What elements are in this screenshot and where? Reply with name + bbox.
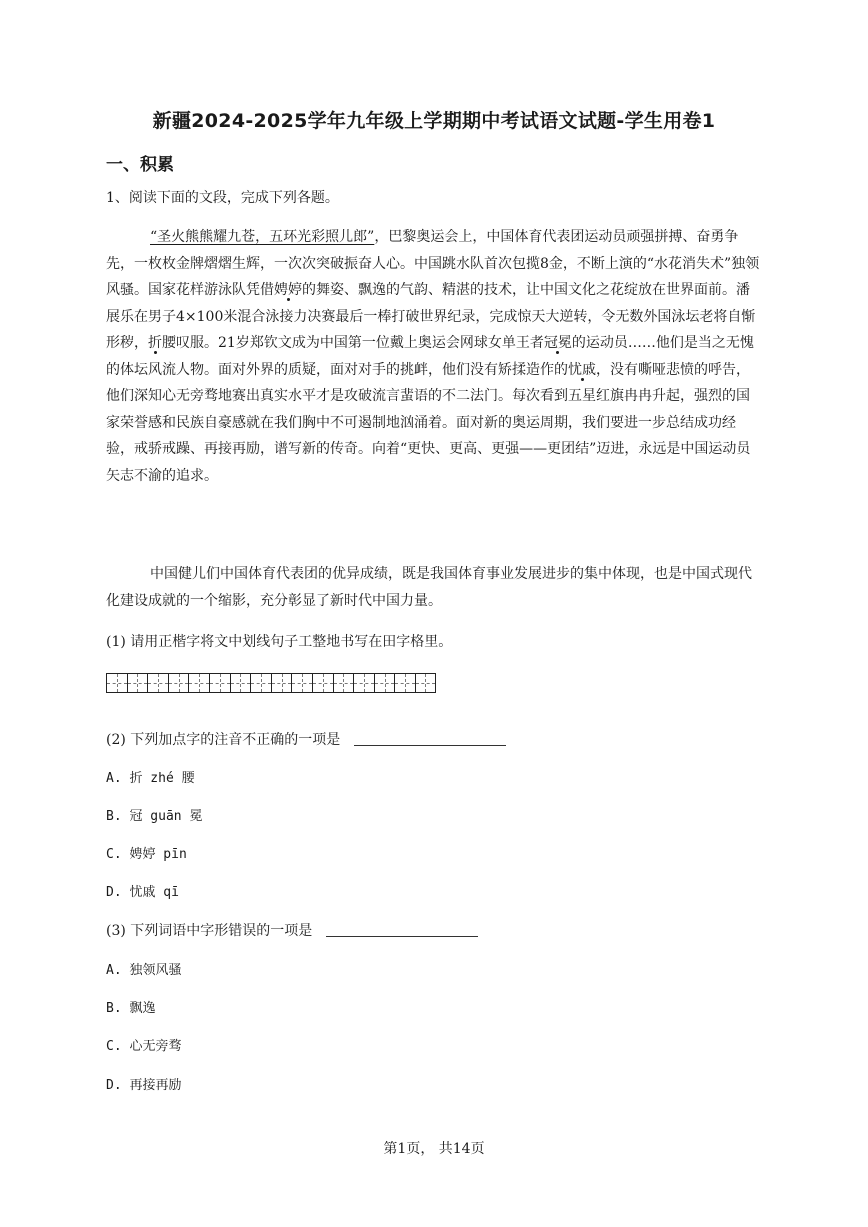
grid-cell[interactable] (271, 673, 292, 693)
passage-paragraph-1 (106, 224, 762, 489)
passage-paragraph-2 (106, 561, 762, 614)
grid-cell[interactable] (127, 673, 148, 693)
answer-blank[interactable] (326, 922, 478, 937)
page-number-footer: 第1页， 共14页 (383, 1141, 485, 1157)
grid-cell[interactable] (394, 673, 415, 693)
option-d[interactable]: D. 再接再励 (106, 1078, 182, 1093)
option-c[interactable]: C. 心无旁骛 (106, 1039, 182, 1054)
option-a[interactable]: A. 折 zhé 腰 (106, 771, 195, 786)
passage-text: ，巴黎奥运会上，中国体育代表团运动员顽强拼搏、奋勇争先，一枚枚金牌熠熠生辉，一次次突破振奋人心。中国跳水队首次包揽8金，不断上演的“水花消失术” (106, 229, 739, 272)
sub-question-1: (1) 请用正楷字将文中划线句子工整地书写在田字格里。 (106, 634, 453, 650)
option-a[interactable]: A. 独领风骚 (106, 963, 182, 978)
dotted-word: 飘逸 (358, 282, 386, 298)
grid-cell[interactable] (415, 673, 436, 693)
answer-blank[interactable] (354, 731, 506, 746)
grid-cell[interactable] (353, 673, 374, 693)
dotted-word: 独领风骚 (106, 255, 760, 298)
passage-text: ，没有嘶哑悲愤的呼告，他们深知 (106, 361, 750, 404)
option-b[interactable]: B. 冠 guān 冕 (106, 809, 203, 824)
underlined-sentence: “圣火熊熊耀九苍，五环光彩照儿郎” (150, 229, 375, 245)
dotted-word: 娉婷 (274, 282, 302, 298)
dotted-word: 心无旁骛 (162, 388, 218, 404)
sub-question-3 (106, 920, 478, 940)
passage-text: 的舞姿、 (302, 282, 358, 298)
passage-text: 的气韵、精湛的技术，让中国文化之花绽放在世界面前。潘展乐在男子4×100米混合泳接力决赛最后一棒打破世界纪录，完成惊天大逆转，令无数外国泳坛老将自惭形秽， (106, 282, 756, 351)
dotted-word: 忧戚 (568, 361, 596, 378)
grid-cell[interactable] (312, 673, 333, 693)
option-b[interactable]: B. 飘逸 (106, 1001, 156, 1016)
grid-cell[interactable] (147, 673, 168, 693)
dotted-word: 冠冕 (543, 335, 572, 351)
sub-question-2-text: (2) 下列加点字的注音不正确的一项是 (106, 732, 341, 748)
grid-cell[interactable] (106, 673, 127, 693)
passage-text: 中国健儿们中国体育代表团的优异成绩，既是我国体育事业发展进步的集中体现，也是中国式现代化建设成就的一个缩影，充分彰显了新时代中国力量。 (106, 566, 752, 609)
option-d[interactable]: D. 忧戚 qī (106, 885, 179, 900)
grid-cell[interactable] (230, 673, 251, 693)
passage-text: 地赛出真实水平才是攻破流言蜚语的不二法门。每次看到五星红旗冉冉升起，强烈的国家荣誉感和民族自豪感就在我们胸中不可遏制地汹涌着。面对新的奥运周期，我们要进一步总结成功经验，戒骄戒躁、 (106, 388, 750, 457)
page-title: 新疆2024-2025学年九年级上学期期中考试语文试题-学生用卷1 (152, 110, 716, 132)
passage-text: 的运动员……他们是当之无愧的体坛风流人物。面对外界的质疑，面对对手的挑衅，他们没有矫揉造作的 (106, 335, 754, 378)
sub-question-2 (106, 729, 506, 749)
grid-cell[interactable] (209, 673, 230, 693)
grid-cell[interactable] (374, 673, 395, 693)
sub-question-3-text: (3) 下列词语中字形错误的一项是 (106, 923, 313, 939)
passage-text: 腰叹服。21岁郑钦文成为中国第一位戴上奥运会网球女单王者 (162, 335, 544, 351)
question-1-prompt: 1、阅读下面的文段，完成下列各题。 (106, 190, 339, 206)
option-c[interactable]: C. 娉婷 pīn (106, 847, 187, 862)
passage-text: ，谱写新的传奇。向着“更快、更高、更强——更团结”迈进，永远是中国运动员矢志不渝的追求。 (106, 441, 751, 484)
passage-text: 。国家花样游泳队凭借 (134, 282, 274, 298)
grid-cell[interactable] (291, 673, 312, 693)
dotted-char: 折 (148, 335, 162, 351)
section-heading: 一、积累 (106, 155, 174, 175)
grid-cell[interactable] (188, 673, 209, 693)
dotted-word: 再接再励 (204, 441, 260, 457)
grid-cell[interactable] (250, 673, 271, 693)
tianzige-grid[interactable] (106, 673, 436, 693)
grid-cell[interactable] (168, 673, 189, 693)
grid-cell[interactable] (333, 673, 354, 693)
